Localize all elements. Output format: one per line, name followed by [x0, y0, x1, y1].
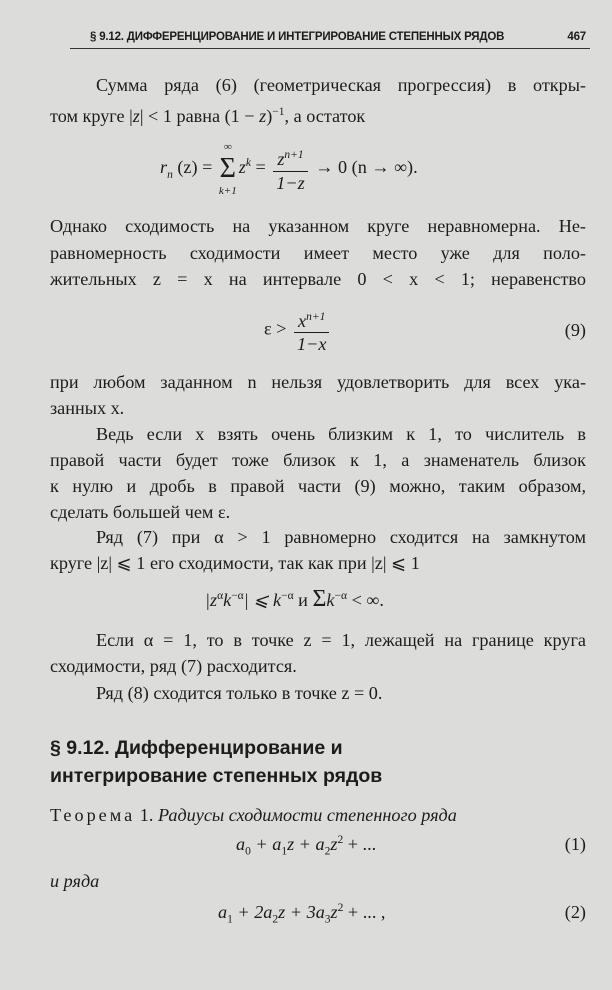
formula-tail: < ∞. [347, 590, 384, 610]
subscript: 2 [272, 913, 279, 926]
sum-upper-limit: ∞ [223, 141, 232, 153]
formula-part: k [223, 590, 232, 610]
subscript: 1 [281, 845, 288, 858]
text-line: при любом заданном n нельзя удовлетворить для всех ука- [50, 372, 586, 392]
text-line: сделать большей чем ε. [50, 502, 231, 522]
and-series-text: и ряда [50, 871, 100, 891]
text: | < 1 равна (1 − [139, 106, 260, 127]
exponent: −α [231, 589, 244, 602]
paragraph-series8 [50, 680, 586, 707]
paragraph-series7-l2 [50, 550, 586, 577]
denominator: 1−x [297, 334, 327, 355]
paragraph-nonuniform-line3 [50, 266, 586, 293]
exponent: −α [334, 589, 348, 602]
formula-part: z [330, 834, 338, 855]
variable: z [132, 106, 140, 127]
formula-inequality-9 [264, 306, 332, 355]
formula-limit: → 0 (n → ∞). [310, 157, 418, 178]
text: том круге | [50, 106, 133, 127]
fraction [294, 306, 329, 355]
formula-series-1 [236, 834, 376, 858]
text-line: сходимости, ряд (7) расходится. [50, 656, 297, 676]
text-line: Ряд (8) сходится только в точке z = 0. [96, 683, 383, 703]
sum-operator [219, 140, 237, 198]
formula-part: z + 3a [278, 902, 325, 923]
text-line: занных x. [50, 398, 125, 418]
numerator-exp: n+1 [306, 311, 326, 323]
formula-remainder [160, 140, 418, 198]
text-line: Ряд (7) при α > 1 равномерно сходится на замкнутом [96, 527, 586, 547]
formula-part: | ⩽ k [243, 590, 282, 610]
exponent: −α [281, 589, 294, 602]
section-heading [50, 734, 590, 790]
paragraph-close-to-one-l1 [50, 421, 586, 448]
subscript: 0 [245, 845, 251, 858]
paragraph-any-n [50, 369, 586, 396]
page-number: 467 [567, 31, 586, 43]
exponent: −1 [272, 106, 285, 118]
text-line: круге |z| ⩽ 1 его сходимости, так как при |z| ⩽ 1 [50, 553, 420, 573]
header-rule [70, 48, 590, 49]
text-line: Сумма ряда (6) (геометрическая прогрессия) в откры- [96, 75, 586, 95]
sum-sign: Σ [312, 586, 327, 612]
text-line: правой части будет тоже близок к 1, а знаменатель близок [50, 450, 586, 470]
fraction [273, 144, 307, 193]
text-line: равномерность сходимости имеет место уже для поло- [50, 243, 586, 263]
formula-part: |z [205, 590, 218, 610]
theorem-text: Радиусы сходимости степенного ряда [157, 805, 457, 825]
exponent: α [217, 589, 224, 602]
subscript: 1 [227, 913, 233, 926]
formula-arg: (z) = [172, 157, 217, 178]
exponent: 2 [337, 902, 344, 914]
text-line: Ведь если x взять очень близким к 1, то числитель в [96, 424, 586, 444]
subscript: 3 [324, 913, 331, 926]
numerator: x [298, 311, 307, 332]
formula-part: k [326, 590, 335, 610]
sum-lower-limit: k+1 [218, 185, 237, 197]
paragraph-close-to-one-l3 [50, 473, 586, 500]
paragraph-geometric-sum-cont [50, 99, 586, 130]
theorem-statement [50, 802, 586, 829]
paragraph-close-to-one-l2 [50, 447, 586, 474]
formula-series-2 [218, 902, 385, 926]
formula-eq: = [250, 157, 271, 178]
formula-part: z + a [287, 834, 325, 855]
formula-tail: + ... , [343, 902, 386, 923]
text: , а остаток [284, 106, 366, 127]
text-line: к нулю и дробь в правой части (9) можно, таким образом, [50, 476, 586, 496]
formula-z: z [238, 157, 246, 178]
subscript: 2 [324, 845, 331, 858]
equation-number-2: (2) [564, 902, 586, 922]
text-line: Если α = 1, то в точке z = 1, лежащей на границе круга [96, 630, 586, 650]
running-head [70, 28, 590, 48]
paragraph-geometric-sum [50, 72, 586, 99]
formula-part: a [236, 834, 246, 855]
formula-part: + a [250, 834, 282, 855]
formula-part: a [218, 902, 228, 923]
formula-r: r [160, 157, 168, 178]
paragraph-alpha-one-l1 [50, 627, 586, 654]
equation-number-1: (1) [564, 834, 586, 854]
numerator: z [277, 149, 285, 170]
paragraph-nonuniform-line1 [50, 213, 586, 240]
equation-number-9: (9) [564, 320, 586, 340]
paragraph-nonuniform-line2 [50, 240, 586, 267]
denominator: 1−z [276, 172, 305, 193]
formula-majorant [205, 586, 384, 613]
text-line: Однако сходимость на указанном круге неравномерна. Не- [50, 216, 586, 236]
numerator-exp: n+1 [284, 149, 304, 162]
and-series-label [50, 868, 586, 895]
variable: z [259, 106, 267, 127]
paragraph-close-to-one-l4 [50, 499, 586, 526]
sum-sign: Σ [219, 153, 236, 184]
text-line: жительных z = x на интервале 0 < x < 1; неравенство [50, 269, 586, 289]
formula-exp-k: k [245, 157, 251, 170]
paragraph-alpha-one-l2 [50, 653, 586, 680]
formula-epsilon: ε > [264, 318, 291, 339]
paragraph-any-n-cont [50, 395, 586, 422]
formula-and: и [293, 590, 313, 610]
formula-tail: + ... [343, 834, 377, 855]
formula-part: + 2a [232, 902, 273, 923]
theorem-number: 1. [135, 805, 158, 825]
text: ) [266, 106, 273, 127]
formula-part: z [330, 902, 338, 923]
paragraph-series7-l1 [50, 524, 586, 551]
formula-sub-n: n [167, 168, 173, 181]
section-heading-line2: интегрирование степенных рядов [50, 765, 383, 787]
theorem-label: Теорема [50, 805, 136, 825]
section-heading-line1: § 9.12. Дифференцирование и [50, 737, 343, 759]
exponent: 2 [337, 834, 344, 846]
running-head-title: § 9.12. ДИФФЕРЕНЦИРОВАНИЕ И ИНТЕГРИРОВАНИЕ СТЕПЕННЫХ РЯДОВ [90, 31, 505, 43]
